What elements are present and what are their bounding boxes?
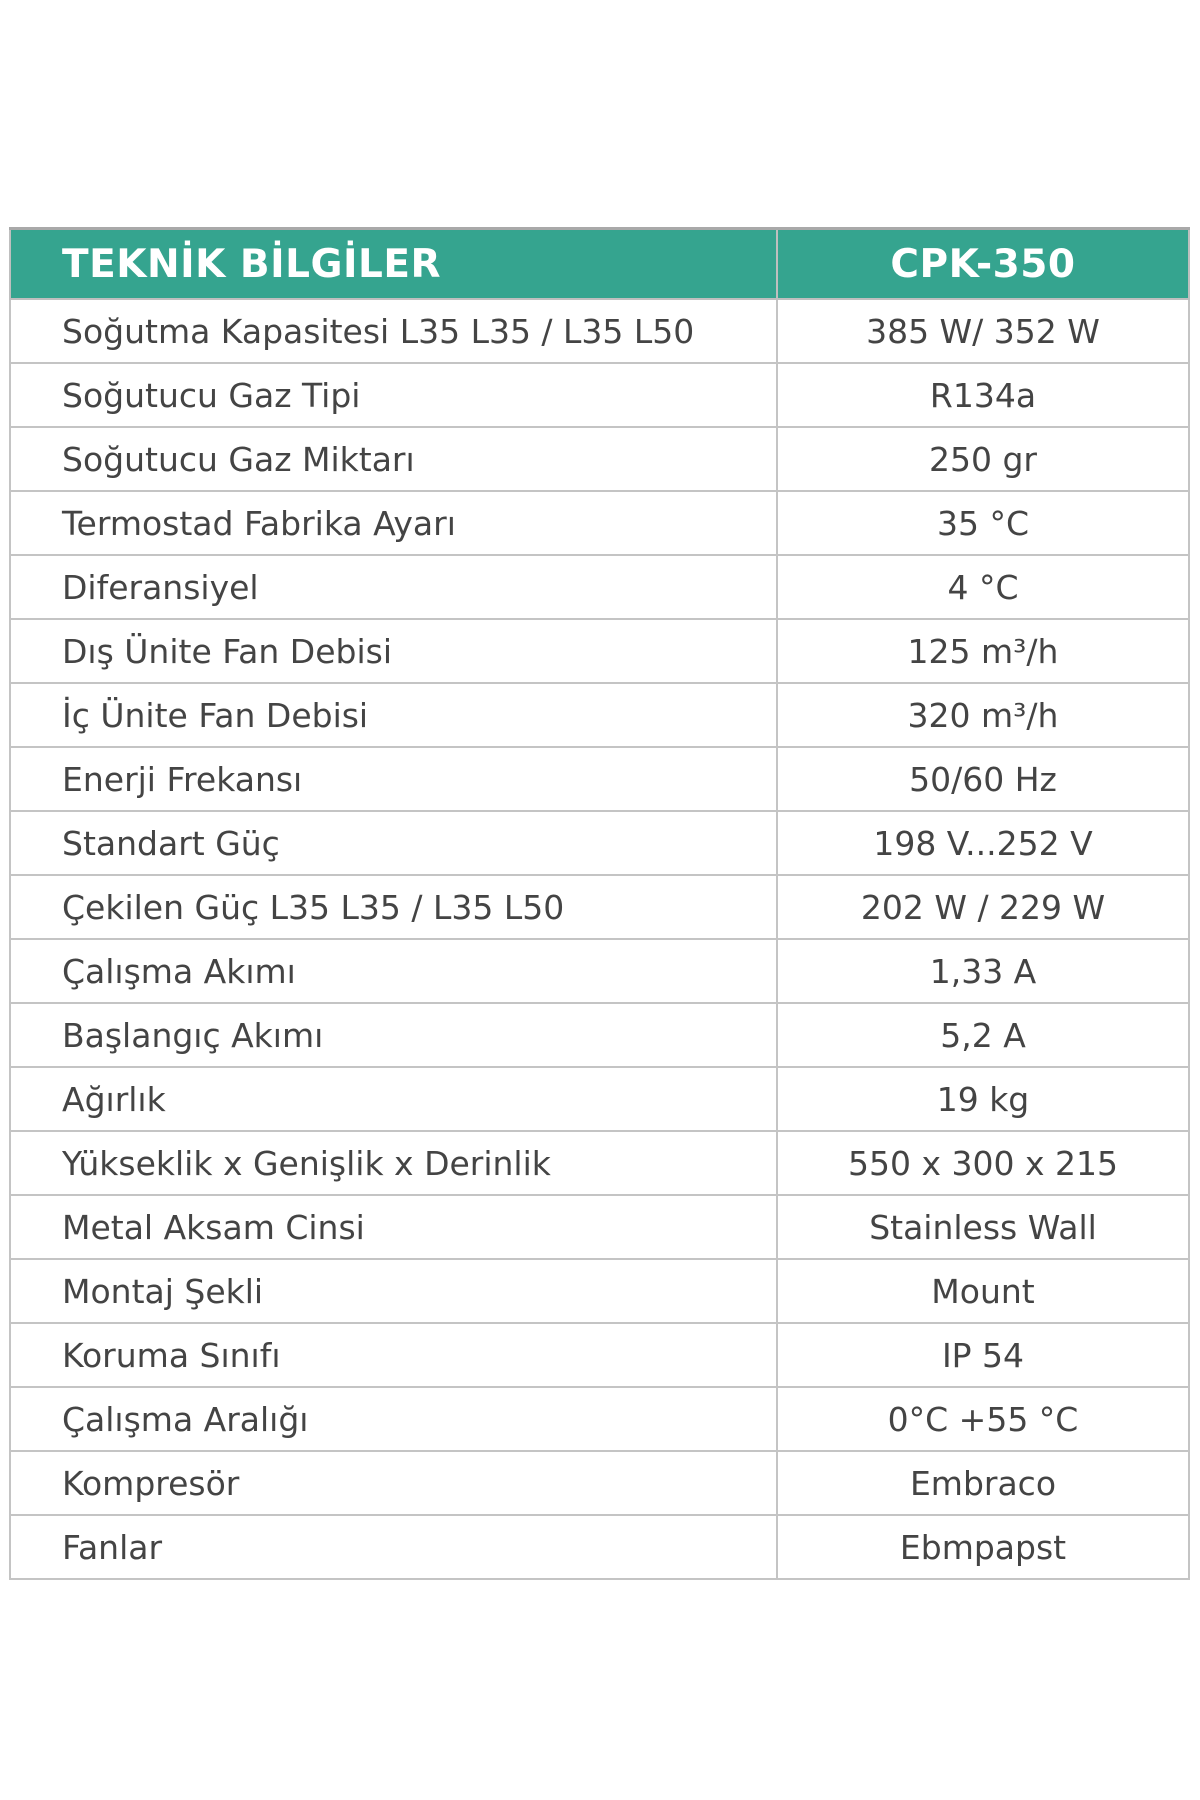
spec-value: 385 W/ 352 W (777, 299, 1189, 363)
spec-label: Soğutucu Gaz Miktarı (10, 427, 777, 491)
table-row (10, 619, 1189, 683)
technical-specs-table (9, 227, 1190, 1580)
spec-value: 19 kg (777, 1067, 1189, 1131)
table-row (10, 363, 1189, 427)
spec-value: IP 54 (777, 1323, 1189, 1387)
spec-label: Enerji Frekansı (10, 747, 777, 811)
table-row (10, 1131, 1189, 1195)
table-row (10, 939, 1189, 1003)
spec-value: Stainless Wall (777, 1195, 1189, 1259)
spec-value: R134a (777, 363, 1189, 427)
table-row (10, 1259, 1189, 1323)
spec-label: Termostad Fabrika Ayarı (10, 491, 777, 555)
spec-label: Koruma Sınıfı (10, 1323, 777, 1387)
spec-label: Soğutma Kapasitesi L35 L35 / L35 L50 (10, 299, 777, 363)
spec-value: 4 °C (777, 555, 1189, 619)
model-name: CPK-350 (777, 229, 1189, 300)
spec-label: Çekilen Güç L35 L35 / L35 L50 (10, 875, 777, 939)
spec-value: 1,33 A (777, 939, 1189, 1003)
spec-value: 5,2 A (777, 1003, 1189, 1067)
spec-value: 320 m³/h (777, 683, 1189, 747)
table-header-row (10, 229, 1189, 300)
table-row (10, 1003, 1189, 1067)
table-row (10, 683, 1189, 747)
table-row (10, 1451, 1189, 1515)
table-row (10, 427, 1189, 491)
spec-value: 0°C +55 °C (777, 1387, 1189, 1451)
spec-value: 198 V...252 V (777, 811, 1189, 875)
table-row (10, 875, 1189, 939)
spec-value: Mount (777, 1259, 1189, 1323)
spec-label: Çalışma Aralığı (10, 1387, 777, 1451)
spec-label: Metal Aksam Cinsi (10, 1195, 777, 1259)
table-row (10, 555, 1189, 619)
spec-label: Ağırlık (10, 1067, 777, 1131)
spec-label: Çalışma Akımı (10, 939, 777, 1003)
spec-value: 202 W / 229 W (777, 875, 1189, 939)
spec-value: 35 °C (777, 491, 1189, 555)
table-row (10, 811, 1189, 875)
table-row (10, 491, 1189, 555)
table-row (10, 1067, 1189, 1131)
spec-label: Standart Güç (10, 811, 777, 875)
spec-value: Ebmpapst (777, 1515, 1189, 1579)
table-title: TEKNİK BİLGİLER (10, 229, 777, 300)
spec-label: İç Ünite Fan Debisi (10, 683, 777, 747)
table-row (10, 1195, 1189, 1259)
table-row (10, 1323, 1189, 1387)
table-row (10, 1515, 1189, 1579)
spec-label: Kompresör (10, 1451, 777, 1515)
spec-label: Soğutucu Gaz Tipi (10, 363, 777, 427)
spec-value: 50/60 Hz (777, 747, 1189, 811)
spec-value: 125 m³/h (777, 619, 1189, 683)
spec-label: Fanlar (10, 1515, 777, 1579)
table-row (10, 299, 1189, 363)
table-row (10, 747, 1189, 811)
spec-label: Montaj Şekli (10, 1259, 777, 1323)
spec-label: Diferansiyel (10, 555, 777, 619)
spec-value: 550 x 300 x 215 (777, 1131, 1189, 1195)
spec-value: 250 gr (777, 427, 1189, 491)
spec-label: Yükseklik x Genişlik x Derinlik (10, 1131, 777, 1195)
spec-label: Başlangıç Akımı (10, 1003, 777, 1067)
spec-value: Embraco (777, 1451, 1189, 1515)
table-row (10, 1387, 1189, 1451)
spec-label: Dış Ünite Fan Debisi (10, 619, 777, 683)
